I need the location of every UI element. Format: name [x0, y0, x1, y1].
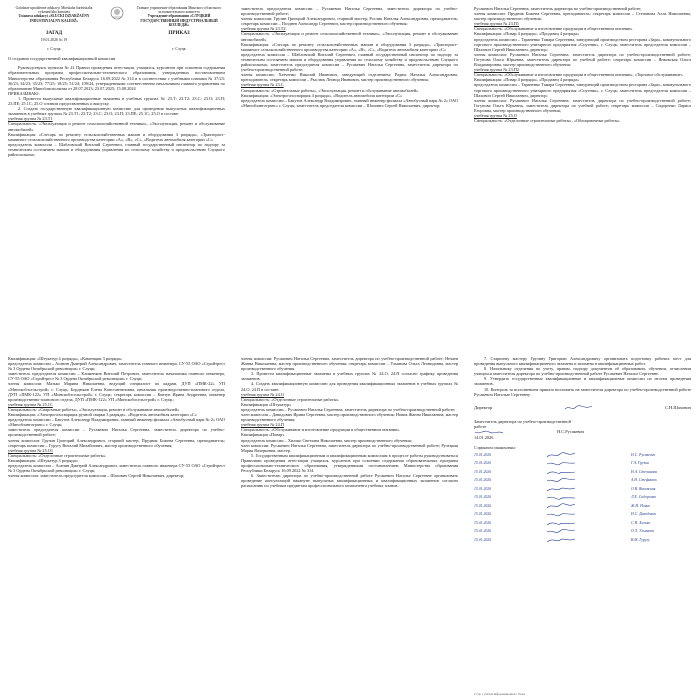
approver-block	[474, 419, 584, 440]
handwritten-signature-icon	[546, 452, 576, 458]
paragraph: 9. Утвердить государственные квалификационные и квалификационные комиссии по итогам проведения экзаменов.	[474, 376, 691, 387]
order-subject: О создании государственной квалификационной комиссии	[8, 56, 116, 62]
paragraph: 4. Создать квалификационную комиссию для проведения квалификационных экзаменов в учебных группах № 24.О, 24.П в составе:	[241, 381, 458, 392]
paragraph: Специальность: «Эксплуатация и ремонт сельскохозяйственной техники», «Эксплуатация, ремонт и обслуживание автомобилей»	[241, 31, 458, 42]
paragraph: председатель комиссии – Бакутов Александр Владимирович, главный инженер филиала «Автобусный парк № 2» ОАО «Миноблавтотранс» г. Слуцк;	[8, 417, 225, 428]
paragraph: Русакевич Наталья Сергеевна, заместитель директора по учебно-производственной работе;	[474, 6, 642, 11]
paragraph: председатель комиссии – Бакутов Александр Владимирович, главный инженер филиала «Автобусный парк № 2» ОАО «Миноблавтотранс» г. Слуцк; заместитель председателя комиссии – Шахович Сергей Николаевич, директор;	[241, 97, 458, 108]
paragraph: Квалификация «Штукатур»	[241, 401, 292, 407]
signature-row	[474, 485, 691, 494]
letterhead-left	[8, 6, 100, 27]
paragraph: Специальность: «Сварочные работы», «Эксплуатация, ремонт и обслуживание автомобилей»	[8, 406, 180, 412]
paragraph: Специальность: «Обслуживание и изготовление продукции в общественном питании»	[241, 427, 400, 433]
signature-name: В.М. Гуругу	[631, 537, 650, 542]
paragraph: 2. Создать государственную квалификационную комиссию для проведения выпускных квалификационных экзаменов в учебных группах № 23.Т1; 23.Т2; 23.С; 23.О; 23.П; 23.ПЕ; 25.1С; 25.О в составе:	[8, 106, 225, 117]
document-page-6	[466, 350, 699, 700]
left-institution-name: Ustanova adukacyi «SLUCKI DZIARŽAŬNY INDUSTRYJALNY KALEDŽ»	[18, 14, 90, 23]
paragraph: 1. Провести выпускные квалификационные экзамены в учебных группах № 23.Т; 23.Т2; 23.С; 23.О; 23.П; 23.ПЕ; 25.1С; 25.О сотавом представленных к выпуску.	[8, 95, 225, 107]
director-name: С.Н.Шахович	[664, 404, 691, 410]
paragraph: члены комиссии: Русакевич Наталья Сергеевна, заместитель директора по учебно-производственной работе; Гогунова Ольга Юрьевна, заместитель директора по учебной работе; секретарь комиссии – Янковская Ольга Владимировна, мастер производственного обучения;	[474, 51, 691, 68]
signature-date: 15.01.2026	[474, 495, 492, 500]
letterhead	[8, 6, 225, 27]
handwritten-signature-icon	[546, 520, 576, 526]
handwritten-signature-icon	[546, 461, 576, 467]
date-number-row	[8, 38, 225, 43]
signature-date: 15.01.2026	[474, 486, 492, 491]
director-signature-line	[474, 405, 691, 411]
letterhead-right	[133, 6, 225, 27]
group-heading: учебная группа № 25.О	[474, 112, 517, 118]
handwritten-signature-icon	[546, 503, 576, 509]
city-right: г. Слуцк	[172, 47, 186, 52]
paragraph: члены комиссии: Хатченко Николай Иванович, заведующий отделением; Радюк Наталья Александровна, преподаватель; секретарь комиссии – Рыслюк Леонид Иванович, мастер производственного обучения;	[241, 72, 458, 83]
familiarized-label: С приказом ознакомлены:	[474, 446, 516, 451]
approver-date: 14.01.2026	[474, 434, 494, 440]
document-page-3	[466, 0, 699, 350]
paragraph: Специальность: «Отделочные строительные работы», «Облицовочные работы»	[474, 118, 620, 124]
signature-row	[474, 519, 691, 528]
city-left: г. Слуцк	[47, 47, 61, 52]
paragraph: Квалификация: «Электрогазосварщик 4 разряда», «Водитель автомобиля категории «С»	[241, 92, 403, 98]
signature-row	[474, 451, 691, 460]
document-page-2	[233, 0, 466, 350]
right-org-name: Главное управление образования Минского областного исполнительного комитета	[136, 6, 222, 15]
group-heading: учебная группа № 24.О	[241, 391, 284, 397]
paragraph: члены комиссии: Мазько Марина Николаевна, ведущий специалист по кадрам, ДУП «ПМК-22» УП «Минскоблсельстрой» г. Слуцк; Бордюков Елена Константиновна, начальник производственно-планового отдела, ДУП «ПМК-122» УП «Минскоблсельстрой» г. Слуцк; секретарь комиссии – Ковтун Ирина Андреевна, инженер производственно-планового отдела, ДУП «ПМК-122» УП «Минскоблсельстрой» г. Слуцк;	[8, 381, 225, 402]
signature-row	[474, 528, 691, 537]
group-heading: учебная группа № 23.П1	[474, 21, 520, 27]
paragraph: председатель комиссии – Тараненко Тамара Сергеевна, заведующий производством ресторана «Зара», коммунального торгового производственного унитарного предприятия «Спутник», г. Слуцк; заместитель председателя комиссии – Шахович Сергей Николаевич, директор;	[474, 36, 691, 52]
signature-date: 15.01.2026	[474, 512, 492, 517]
doc-number: № 19	[58, 38, 68, 43]
doc-type-left: ЗАГАД	[45, 30, 63, 37]
paragraph: 10. Контроль за исполнением приказа возложить на заместителя директора по учебно-производственной работе Русакевич Наталью Сергеевну.	[474, 386, 691, 397]
handwritten-signature-icon	[546, 469, 576, 475]
paragraph: член комиссии: Русакевич Наталья Сергеевна, заместитель директора по учебно-производственной работе; Рулецкая Мария Валерьевна, мастер.	[241, 442, 458, 453]
group-heading: учебная группа № 23.П2	[474, 67, 520, 73]
paragraph: 8. Начальнику отделения по учету, правам, надзору документов об образовании, обучении, отчислении учащихся заместителя директора по учебно-производственной работе Русакевич Наталье Сергеевне.	[474, 366, 691, 377]
paragraph: председатель комиссии – Асанин Дмитрий Александрович, заместитель главного инженера, СУ-55 ОАО «Стройтрест № 3 Ордена Октябрьской революции» г. Слуцк;	[8, 361, 225, 372]
handwritten-signature-icon	[546, 529, 576, 535]
signature-date: 15.01.2026	[474, 478, 492, 483]
signature-name: Л.Е. Сидоренко	[631, 495, 656, 500]
paragraph: Квалификация: «Слесарь по ремонту сельскохозяйственных машин и оборудования 3 разряда», «Тракторист-машинист сельскохозяйственного производства категории «А», «В», «С», «Водитель автомобиля категории «С»	[8, 131, 225, 142]
paragraph: Руководствуясь пунктом № 41 Правил проведения аттестации, учащихся, курсантов при освоении содержания образовательных программ профессионально-технического образования, утвержденных постановлением Министерства образования Республики Беларусь 16.09.2022 № 314 и в соответствии с учебными планами № 37/23; 36/23; 34/23; 35/23; 77/25; 18/25; 51/24; 109/24, утвержденными соответственно начальником главного управления по образованию Миноблисполкома от 28.07.2023; 23.07.2025; 15.08.2024	[8, 65, 225, 91]
signature-row	[474, 511, 691, 520]
document-page-1	[0, 0, 233, 350]
paragraph: ПРИКАЗЫВАЮ:	[8, 90, 40, 96]
signature-date: 15.01.2026	[474, 520, 492, 525]
group-heading: учебная группа № 23.С	[241, 82, 284, 88]
signature-name: Н.А. Степанова	[631, 469, 658, 474]
paragraph: председатель комиссии – Асанин Дмитрий Александрович, заместитель главного инженера СУ-55 ОАО «Стройтрест № 3 Ордена Октябрьской революции» г. Слуцк;	[8, 462, 225, 474]
right-institution-name: Учреждение образования «СЛУЦКИЙ ГОСУДАРСТВЕННЫЙ ИНДУСТРИАЛЬНЫЙ КОЛЛЕДЖ»	[140, 14, 218, 27]
signature-name: Г.А. Грузин	[631, 461, 649, 466]
paragraph: Специальность: «Строительные работы», «Эксплуатация, ремонт и обслуживание автомобилей»	[241, 87, 419, 93]
paragraph: Специальность: «Эксплуатация и ремонт сельскохозяйственной техники», «Эксплуатация, ремонт и обслуживание автомобилей»	[8, 121, 225, 132]
paragraph: Квалификация «Повар»	[241, 432, 285, 438]
familiarization-list	[474, 446, 691, 545]
signature-row	[474, 494, 691, 503]
paragraph: Квалификация: «Слесарь по ремонту сельскохозяйственных машин и оборудования 3 разряда», «Тракторист-машинист сельскохозяйственного производства категории «А», «В», «С», «Водитель автомобиля категории «С»	[241, 41, 458, 52]
paragraph: члены комиссии: Грузин Григорий Александрович, старший мастер; Рослик Наталья Александровна, преподаватель; секретарь комиссии – Позднев Александр Сергеевич, мастер производственного обучения;	[241, 16, 458, 27]
paragraph: Квалификация: «Электрогазосварщик ручной сварки 3 разряда», «Водитель автомобиля категории «С»	[8, 412, 197, 418]
signature-row	[474, 536, 691, 545]
paragraph: Специальность: «Обслуживание и изготовление продукции в общественном питании»	[474, 26, 633, 32]
document-page-4	[0, 350, 233, 700]
paragraph: председатель комиссии – Шабловский Виталий Сергеевич, главный государственный инспектор по надзору за техническим состоянием машин и оборудования управления по сельскому хозяйству и продовольствию Слуцкого райисполкома; заместитель председателя комиссии – Русакевич Наталья Сергеевна, заместитель директора по учебно-производственной работе;	[241, 51, 458, 73]
group-heading: учебная группа № 23.Т2	[241, 26, 286, 32]
left-org-name: Galoŭnae upraŭlenne adukacyi Minskaha hareŭskaha vykanaŭčaha kamiteta	[15, 6, 93, 15]
handwritten-signature-icon	[546, 486, 576, 492]
paragraph: Квалификация: «Штукатур 3 разряда»	[8, 457, 78, 463]
approver-note: Заместитель директора по учебно-производственной работе	[474, 418, 571, 429]
group-heading: учебная группа № 25.1С	[8, 401, 53, 407]
handwritten-signature-icon	[546, 512, 576, 518]
group-heading: учебная группа № 23.Т1	[8, 116, 53, 122]
signature-row	[474, 502, 691, 511]
signature-date: 15.01.2026	[474, 503, 492, 508]
paragraph: 3. Провести квалификационные экзамены в учебных группах № 24.О, 24.П согласно графику проведения экзаменов.	[241, 371, 458, 382]
doc-date: 19.01.2026	[40, 38, 58, 43]
paragraph: Специальность: «Отделочные строительные работы»	[8, 452, 106, 458]
paragraph: председатель комиссии – Русакевич Наталья Сергеевна, заместитель директора по учебно-производственной работе;	[241, 406, 456, 412]
document-page-5	[233, 350, 466, 700]
signature-name: Н.С. Русакевич	[631, 452, 656, 457]
signature-row	[474, 468, 691, 477]
paragraph: член комиссии – Давидович Ирина Сергеевна, мастер производственного обучения; Новик Жанна Николаевна, мастер производственного обучения;	[241, 412, 459, 423]
director-label: Директор	[474, 404, 493, 410]
paragraph: члены комиссии: заместитель председателя комиссии – Шахович Сергей Николаевич, директор;	[8, 473, 185, 479]
paragraph: председатель комиссии – Хилько Светлана Николаевна, мастер производственного обучения;	[241, 437, 412, 443]
paragraph: члены комиссии: Прудник Божена Сергеевна, преподаватель; секретарь комиссии – Степанова Алла Николаевна, мастер производственного обучения;	[474, 11, 691, 22]
paragraph: Специальность: «Отделочные строительные работы»	[241, 396, 339, 402]
signature-name: С.Н. Хилько	[631, 520, 651, 525]
paragraph: Квалификация: «Повар 4 разряда», «Продавец 4 разряда»	[474, 77, 580, 83]
group-heading: учебная группа № 25.О1	[8, 447, 54, 453]
signature-row	[474, 460, 691, 469]
paragraph: председатель комиссии – Шабловский Виталий Сергеевич, главный государственный инспектор по надзору за техническим состоянием машин и оборудования управления по сельскому хозяйству и продовольствию Слуцкого райисполкома;	[8, 141, 225, 157]
paragraph: члены комиссии: Русакевич Наталья Сергеевна, заместитель директора по учебно-производственной работе; Гогунова Ольга Юрьевна, заместитель директора по учебной работе; секретарь комиссии – Сидоренко Лариса Егоровна, мастер производственного обучения;	[474, 97, 691, 113]
paragraph: заместитель председателя комиссии – Русакевич Наталья Сергеевна, заместитель директора по учебно-производственной работе;	[8, 427, 225, 438]
doc-type-right: ПРИКАЗ	[168, 30, 190, 37]
paragraph: 5. Государственным квалификационным и квалификационным комиссиям в процессе работы руководствоваться Правилами проведения аттестации учащихся, курсантов при освоении содержания образовательных программ профессионально-технического образования, утвержденными постановлением Министерства образования Республики Беларусь 16.09.2022 № 314.	[241, 452, 458, 474]
signature-date: 15.01.2026	[474, 461, 492, 466]
signature-row	[474, 477, 691, 486]
signature-name: Ж.Н. Новик	[631, 503, 651, 508]
handwritten-signature-icon	[546, 478, 576, 484]
paragraph: Квалификация: «Штукатур 4 разряда», «Каменщик 3 разряда»	[8, 356, 122, 361]
paragraph: заместитель председателя комиссии – Клименков Виталий Петрович, заместитель начальника главного инженера, СУ-55 ОАО «Стройтрест № 3 Ордена Октябрьской революции» г. Слуцк;	[8, 371, 225, 382]
page-footer: 2 стр. с учётом информационного блока	[474, 691, 526, 696]
handwritten-signature-icon	[546, 495, 576, 501]
signature-date: 15.01.2026	[474, 529, 492, 534]
paragraph: председатель комиссии – Тараненко Тамара Сергеевна, заведующий производством ресторана «Зара», коммунального торгового производственного унитарного предприятия «Спутник», г. Слуцк; заместитель председателя комиссии – Шахович Сергей Николаевич, директор;	[474, 82, 691, 98]
paragraph: 6. Заместителю директора по учебно-производственной работе Русакевич Наталье Сергеевне организовать проведение консультаций накануне выпускных квалификационных и квалификационных экзаменов согласно расписанию по учебным предметам профессионального компонента учебных планов.	[241, 473, 458, 489]
signature-name: О.Л. Ульянова	[631, 529, 654, 534]
paragraph: члены комиссии: Грузин Григорий Александрович, старший мастер; Прудник Божена Сергеевна, преподаватель; секретарь комиссии – Гуругу Виталий Михайлович, мастер производственного обучения;	[8, 437, 225, 448]
state-emblem-icon	[108, 6, 126, 24]
doc-type-row	[8, 31, 225, 36]
paragraph: заместитель председателя комиссии – Русакевич Наталья Сергеевна, заместитель директора по учебно-производственной работе;	[241, 6, 458, 17]
paragraph: члены комиссии: Русакевич Наталья Сергеевна, заместитель директора по учебно-производственной работе; Нечаев Жанна Николаевна, мастер производственного обучения; секретарь комиссии – Ульянова Ольга Леонидовна, мастер производственного обучения.	[241, 356, 458, 372]
signature-name: А.Н. Стефанюк	[631, 478, 657, 483]
signature-date: 15.01.2026	[474, 452, 492, 457]
city-row	[8, 47, 225, 52]
signature-date: 15.01.2026	[474, 469, 492, 474]
paragraph: Специальность: «Обслуживание и изготовление продукции в общественном питании», «Торговое обслуживание»	[474, 72, 683, 78]
signature-date: 15.01.2026	[474, 537, 492, 542]
paragraph: 7. Старшему мастеру Грузину Григорию Александровичу организовать подготовку рабочих мест для проведения выпускного квалификационного экзамена и экзамена в квалификационных работ.	[474, 356, 691, 367]
group-heading: учебная группа № 24.П	[241, 422, 284, 428]
paragraph: Квалификация: «Повар 4 разряда», «Продавец 4 разряда»	[474, 31, 580, 37]
handwritten-signature-icon	[546, 537, 576, 543]
signature-name: И.С. Давидович	[631, 512, 657, 517]
director-signature-icon	[564, 405, 594, 411]
approver-name: Н.С.Русакевич	[557, 428, 584, 434]
signature-name: О.В. Янковская	[631, 486, 656, 491]
